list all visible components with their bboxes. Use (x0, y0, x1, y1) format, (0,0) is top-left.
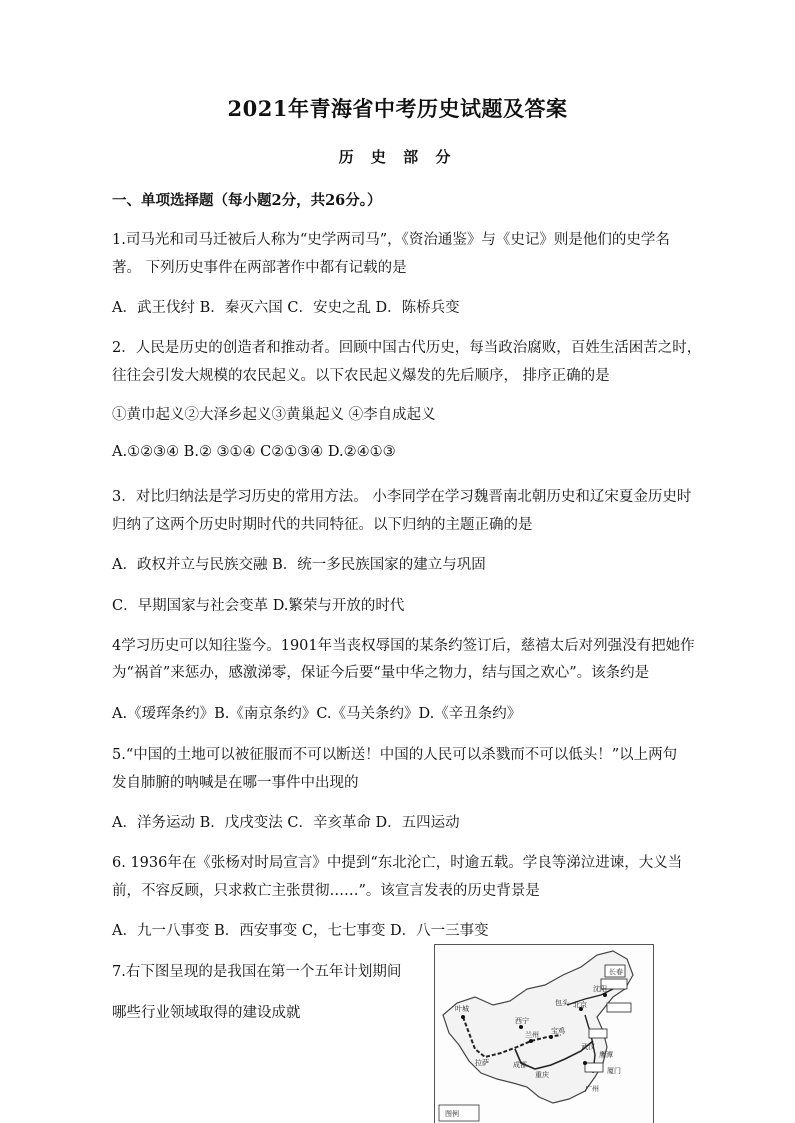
map-label: 叶城 (455, 1005, 469, 1013)
map-label: 兰州 (525, 1031, 539, 1039)
question-text: 著。 下列历史事件在两部著作中都有记载的是 (112, 260, 407, 276)
question-text: 为“祸首”来惩办，感激涕零，保证今后要“量中华之物力，结与国之欢心”。该条约是 (112, 665, 650, 681)
map-image (435, 945, 654, 1123)
map-label: 广州 (585, 1085, 599, 1093)
map-label: 重庆 (535, 1071, 549, 1079)
section-heading: 一、单项选择题（每小题2分，共26分。） (112, 192, 382, 209)
answer-options: A．武王伐纣 B．秦灭六国 C．安史之乱 D．陈桥兵变 (112, 300, 460, 316)
question-text: 4学习历史可以知往鉴今。1901年当丧权辱国的某条约签订后，慈禧太后对列强没有把她作 (112, 638, 695, 654)
question-text: 哪些行业领域取得的建设成就 (112, 1005, 301, 1021)
question-text: 2．人民是历史的创造者和推动者。回顾中国古代历史，每当政治腐败，百姓生活困苦之时， (112, 340, 702, 356)
map-label: 宝鸡 (551, 1027, 565, 1035)
map-label: 鹰潭 (599, 1051, 613, 1059)
section-subtitle: 历 史 部 分 (338, 148, 457, 166)
answer-options: A.①②③④ B.② ③①④ C②①③④ D.②④①③ (112, 444, 396, 460)
map-label: 包头 (555, 999, 569, 1007)
map-label: 北京 (573, 1001, 587, 1009)
map-label: 武汉 (581, 1043, 595, 1051)
question-text: 3．对比归纳法是学习历史的常用方法。 小李同学在学习魏晋南北朝历史和辽宋夏金历史时 (112, 489, 692, 505)
question-text: 往往会引发大规模的农民起义。以下农民起义爆发的先后顺序， 排序正确的是 (112, 368, 610, 384)
answer-options: A.《瑷珲条约》B.《南京条约》C.《马关条约》D.《辛丑条约》 (112, 706, 522, 722)
map-label: 沈阳 (593, 985, 607, 993)
map-label: 长春 (609, 968, 623, 976)
answer-options: A．政权并立与民族交融 B．统一多民族国家的建立与巩固 (112, 557, 486, 573)
map-label: 厦门 (607, 1067, 621, 1075)
answer-options: A．洋务运动 B．戊戌变法 C．辛亥革命 D．五四运动 (112, 815, 460, 831)
question-text: 7.右下图呈现的是我国在第一个五年计划期间 (112, 964, 402, 980)
question-text: 6. 1936年在《张杨对时局宣言》中提到“东北沦亡，时逾五载。学良等涕泣进谏，大义当 (112, 855, 683, 871)
question-text: 5.“中国的土地可以被征服而不可以断送！中国的人民可以杀戮而不可以低头！”以上两句 (112, 747, 678, 763)
question-text: 1.司马光和司马迁被后人称为“史学两司马”，《资治通鉴》与《史记》则是他们的史学名 (112, 232, 670, 248)
question-items: ①黄巾起义②大泽乡起义③黄巢起义 ④李自成起义 (112, 407, 436, 423)
answer-options: C．早期国家与社会变革 D.繁荣与开放的时代 (112, 598, 405, 614)
map-legend: 图例 (445, 1110, 459, 1118)
answer-options: A．九一八事变 B．西安事变 C，七七事变 D．八一三事变 (112, 923, 489, 939)
map-label: 西宁 (515, 1017, 529, 1025)
map-label: 拉萨 (475, 1059, 489, 1067)
question-text: 归纳了这两个历史时期时代的共同特征。以下归纳的主题正确的是 (112, 517, 533, 533)
page-title: 2021年青海省中考历史试题及答案 (227, 96, 568, 121)
question-text: 前，不容反顾，只求救亡主张贯彻……”。该宣言发表的历史背景是 (112, 883, 540, 899)
question-text: 发自肺腑的呐喊是在哪一事件中出现的 (112, 775, 359, 791)
china-map-figure (434, 944, 654, 1123)
map-label: 成都 (513, 1061, 527, 1069)
